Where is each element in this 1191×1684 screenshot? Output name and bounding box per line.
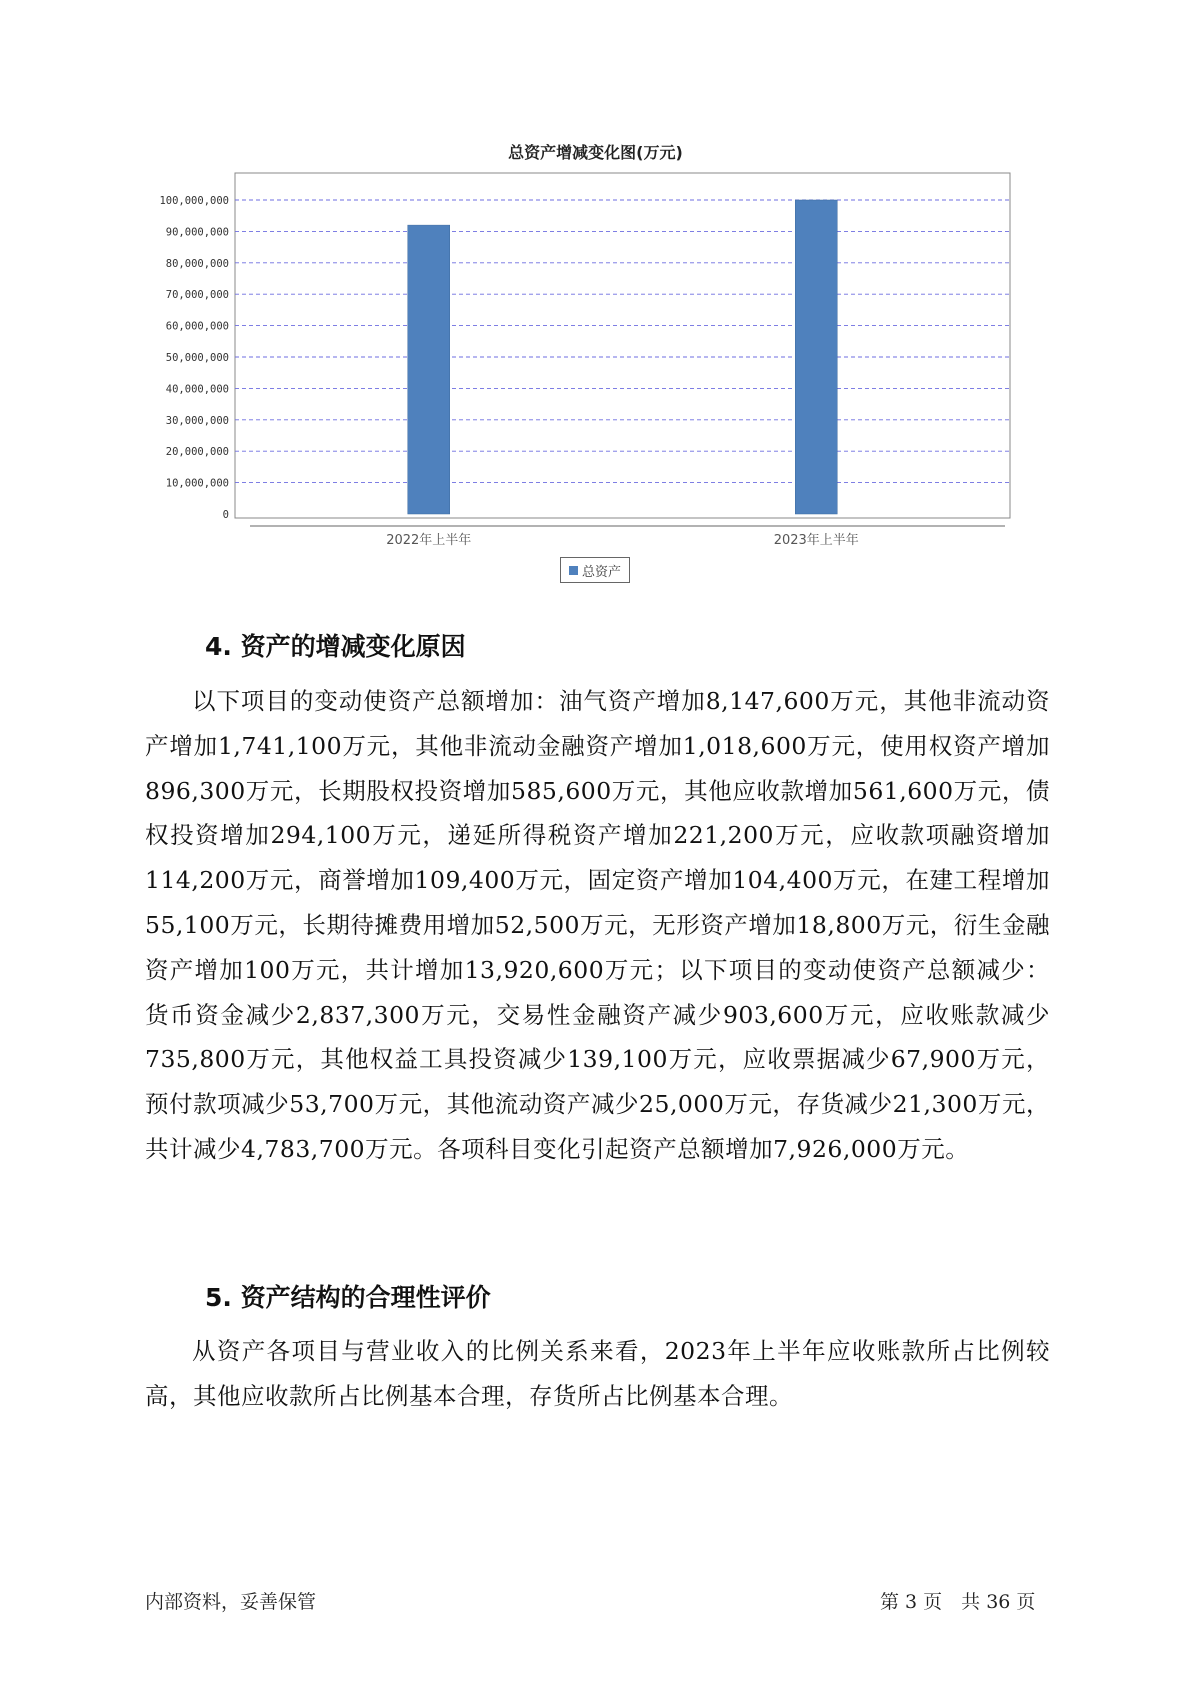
bar-chart: [0, 0, 1191, 600]
bar: [408, 225, 450, 514]
y-tick-label: 80,000,000: [165, 257, 229, 270]
y-tick-label: 10,000,000: [165, 477, 229, 490]
page-number: 第 3 页 共 36 页: [880, 1591, 1036, 1613]
chart-title: 总资产增减变化图(万元): [508, 143, 683, 162]
x-tick-label: 2023年上半年: [773, 533, 859, 548]
y-tick-label: 50,000,000: [165, 352, 229, 364]
legend-swatch: [569, 566, 578, 575]
y-tick-label: 100,000,000: [159, 195, 229, 207]
y-tick-label: 30,000,000: [165, 414, 229, 427]
y-tick-label: 40,000,000: [165, 383, 229, 396]
bar: [795, 200, 837, 514]
y-tick-label: 70,000,000: [165, 289, 229, 302]
section-paragraph-asset-structure-evaluation: 从资产各项目与营业收入的比例关系来看，2023年上半年应收账款所占比例较高，其他应收款所占比例基本合理，存货所占比例基本合理。: [145, 1337, 1050, 1410]
y-tick-label: 20,000,000: [165, 446, 229, 459]
plot-frame: [235, 173, 1010, 518]
y-tick-label: 0: [222, 509, 229, 521]
y-tick-label: 90,000,000: [165, 226, 229, 239]
chart-container: [0, 0, 1191, 600]
y-tick-label: 60,000,000: [165, 320, 229, 333]
x-tick-label: 2022年上半年: [386, 533, 472, 548]
section-heading-asset-change-reasons: 4. 资产的增减变化原因: [205, 632, 466, 661]
section-heading-asset-structure-evaluation: 5. 资产结构的合理性评价: [205, 1283, 491, 1312]
legend-label: 总资产: [582, 564, 622, 580]
chart-legend: [560, 557, 630, 583]
section-paragraph-asset-change-reasons: 以下项目的变动使资产总额增加：油气资产增加8,147,600万元，其他非流动资产增加1,741,100万元，其他非流动金融资产增加1,018,600万元，使用权资产增加896,300万元，长期股权投资增加585,600万元，其他应收款增加561,600万元，债权投资增加294,100万元，递延所得税资产增加221,200万元，应收款项融资增加114,200万元，商誉增加109,400万元，固定资产增加104,400万元，在建工程增加55,100万元，长期待摊费用增加52,500万元，无形资产增加18,800万元，衍生金融资产增加100万元，共计增加13,920,600万元；以下项目的变动使资产总额减少：货币资金减少2,837,300万元，交易性金融资产减少903,600万元，应收账款减少735,800万元，其他权益工具投资减少139,100万元，应收票据减少67,900万元，预付款项减少53,700万元，其他流动资产减少25,000万元，存货减少21,300万元，共计减少4,783,700万元。各项科目变化引起资产总额增加7,926,000万元。: [145, 687, 1050, 1163]
footer-note: 内部资料，妥善保管: [145, 1591, 317, 1613]
